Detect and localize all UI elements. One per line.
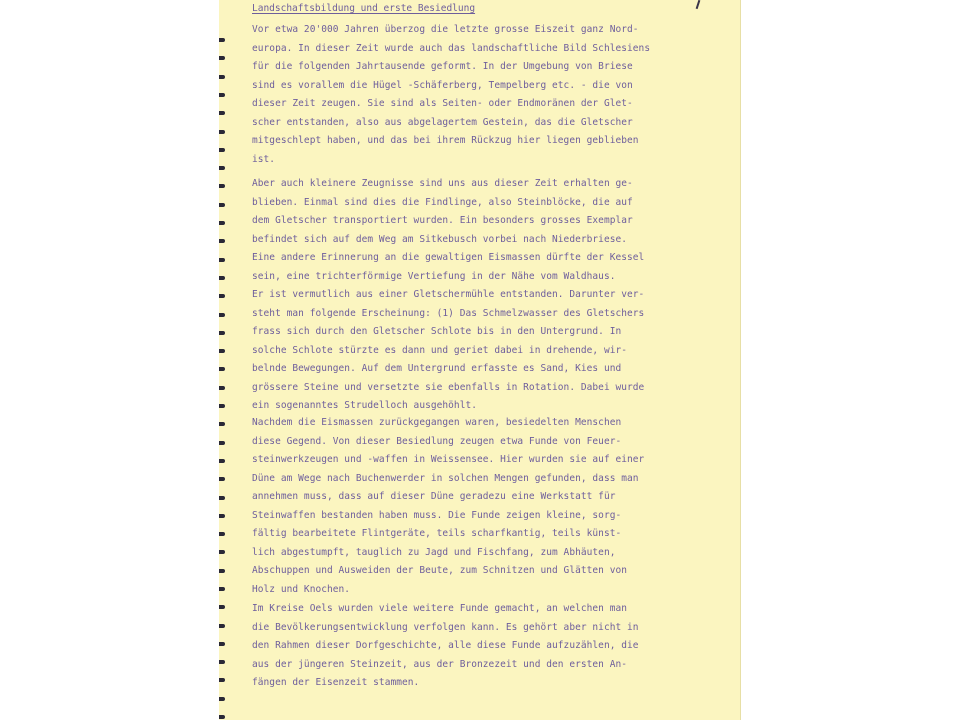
text-line: Holz und Knochen. bbox=[252, 583, 351, 595]
binder-punch-mark bbox=[219, 93, 225, 97]
text-line: mitgeschlept haben, und das bei ihrem Rückzug hier liegen geblieben bbox=[252, 135, 639, 146]
binder-punch-mark bbox=[219, 75, 225, 79]
binder-punch-mark bbox=[219, 276, 225, 280]
text-line: für die folgenden Jahrtausende geformt. In der Umgebung von Briese bbox=[252, 61, 633, 72]
text-line: Aber auch kleinere Zeugnisse sind uns aus dieser Zeit erhalten ge- bbox=[252, 178, 633, 189]
text-line: dem Gletscher transportiert wurden. Ein besonders grosses Exemplar bbox=[252, 215, 633, 226]
text-line: annehmen muss, dass auf dieser Düne geradezu eine Werkstatt für bbox=[252, 491, 616, 502]
binder-punch-mark bbox=[219, 550, 225, 554]
paragraph-oels bbox=[252, 600, 732, 693]
text-line: scher entstanden, also aus abgelagertem Gestein, das die Gletscher bbox=[252, 116, 633, 128]
binder-punch-mark bbox=[219, 496, 225, 500]
binder-punch-mark bbox=[219, 441, 225, 445]
text-line: diese Gegend. Von dieser Besiedlung zeugen etwa Funde von Feuer- bbox=[252, 435, 622, 447]
text-line: Im Kreise Oels wurden viele weitere Funde gemacht, an welchen man bbox=[252, 603, 628, 614]
pen-mark bbox=[696, 0, 701, 9]
binder-punch-mark bbox=[219, 239, 225, 243]
text-line: aus der jüngeren Steinzeit, aus der Bronzezeit und den ersten An- bbox=[252, 658, 628, 670]
binder-punch-mark bbox=[219, 605, 225, 609]
binder-punch-mark bbox=[219, 294, 225, 298]
binder-punch-mark bbox=[219, 349, 225, 353]
binder-punch-mark bbox=[219, 203, 225, 207]
binder-punch-mark bbox=[219, 477, 225, 481]
binder-punch-strip bbox=[219, 0, 227, 720]
text-line: Düne am Wege nach Buchenwerder in solchen Mengen gefunden, dass man bbox=[252, 472, 639, 484]
binder-punch-mark bbox=[219, 532, 225, 536]
paragraph-findlinge bbox=[252, 175, 732, 416]
text-line: dieser Zeit zeugen. Sie sind als Seiten- oder Endmoränen der Glet- bbox=[252, 98, 633, 109]
text-line: ein sogenanntes Strudelloch ausgehöhlt. bbox=[252, 400, 478, 411]
binder-punch-mark bbox=[219, 111, 225, 115]
binder-punch-mark bbox=[219, 569, 225, 573]
binder-punch-mark bbox=[219, 642, 225, 646]
text-line: befindet sich auf dem Weg am Sitkebusch vorbei nach Niederbriese. bbox=[252, 233, 628, 245]
text-line: europa. In dieser Zeit wurde auch das landschaftliche Bild Schlesiens bbox=[252, 42, 651, 54]
binder-punch-mark bbox=[219, 367, 225, 371]
binder-punch-mark bbox=[219, 258, 225, 262]
paragraph-glaciation bbox=[252, 21, 732, 169]
text-line: den Rahmen dieser Dorfgeschichte, alle diese Funde aufzuzählen, die bbox=[252, 640, 639, 651]
text-line: belnde Bewegungen. Auf dem Untergrund erfasste es Sand, Kies und bbox=[252, 363, 622, 374]
binder-punch-mark bbox=[219, 459, 225, 463]
text-line: die Bevölkerungsentwicklung verfolgen kann. Es gehört aber nicht in bbox=[252, 621, 639, 633]
text-line: grössere Steine und versetzte sie ebenfalls in Rotation. Dabei wurde bbox=[252, 381, 645, 393]
text-line: lich abgestumpft, tauglich zu Jagd und Fischfang, zum Abhäuten, bbox=[252, 546, 616, 558]
binder-punch-mark bbox=[219, 660, 225, 664]
binder-punch-mark bbox=[219, 38, 225, 42]
binder-punch-mark bbox=[219, 422, 225, 426]
text-line: fältig bearbeitete Flintgeräte, teils scharfkantig, teils künst- bbox=[252, 528, 622, 539]
binder-punch-mark bbox=[219, 514, 225, 518]
binder-punch-mark bbox=[219, 166, 225, 170]
binder-punch-mark bbox=[219, 56, 225, 60]
text-line: steht man folgende Erscheinung: (1) Das Schmelzwasser des Gletschers bbox=[252, 307, 645, 319]
binder-punch-mark bbox=[219, 678, 225, 682]
binder-punch-mark bbox=[219, 404, 225, 408]
binder-punch-mark bbox=[219, 587, 225, 591]
text-line: Vor etwa 20'000 Jahren überzog die letzte grosse Eiszeit ganz Nord- bbox=[252, 24, 639, 35]
binder-punch-mark bbox=[219, 331, 225, 335]
text-line: Er ist vermutlich aus einer Gletschermühle entstanden. Darunter ver- bbox=[252, 289, 645, 300]
text-line: frass sich durch den Gletscher Schlote bis in den Untergrund. In bbox=[252, 326, 622, 337]
text-line: fängen der Eisenzeit stammen. bbox=[252, 677, 420, 688]
binder-punch-mark bbox=[219, 624, 225, 628]
text-line: Nachdem die Eismassen zurückgegangen waren, besiedelten Menschen bbox=[252, 417, 622, 428]
text-line: Eine andere Erinnerung an die gewaltigen Eismassen dürfte der Kessel bbox=[252, 252, 645, 263]
text-line: ist. bbox=[252, 153, 276, 165]
scanned-page bbox=[219, 0, 741, 720]
binder-punch-mark bbox=[219, 313, 225, 317]
binder-punch-mark bbox=[219, 130, 225, 134]
binder-punch-mark bbox=[219, 221, 225, 225]
text-line: Steinwaffen bestanden haben muss. Die Funde zeigen kleine, sorg- bbox=[252, 509, 622, 521]
text-line: Abschuppen und Ausweiden der Beute, zum Schnitzen und Glätten von bbox=[252, 565, 628, 576]
binder-punch-mark bbox=[219, 697, 225, 701]
text-line: sein, eine trichterförmige Vertiefung in der Nähe vom Waldhaus. bbox=[252, 270, 616, 282]
binder-punch-mark bbox=[219, 386, 225, 390]
binder-punch-mark bbox=[219, 184, 225, 188]
binder-punch-mark bbox=[219, 715, 225, 719]
text-line: sind es vorallem die Hügel -Schäferberg, Tempelberg etc. - die von bbox=[252, 79, 633, 91]
document-title: Landschaftsbildung und erste Besiedlung bbox=[252, 3, 476, 14]
binder-punch-mark bbox=[219, 148, 225, 152]
paragraph-settlement bbox=[252, 414, 732, 599]
text-line: solche Schlote stürzte es dann und geriet dabei in drehende, wir- bbox=[252, 344, 628, 356]
text-line: steinwerkzeugen und -waffen in Weissensee. Hier wurden sie auf einer bbox=[252, 454, 645, 465]
text-line: blieben. Einmal sind dies die Findlinge, also Steinblöcke, die auf bbox=[252, 196, 633, 208]
